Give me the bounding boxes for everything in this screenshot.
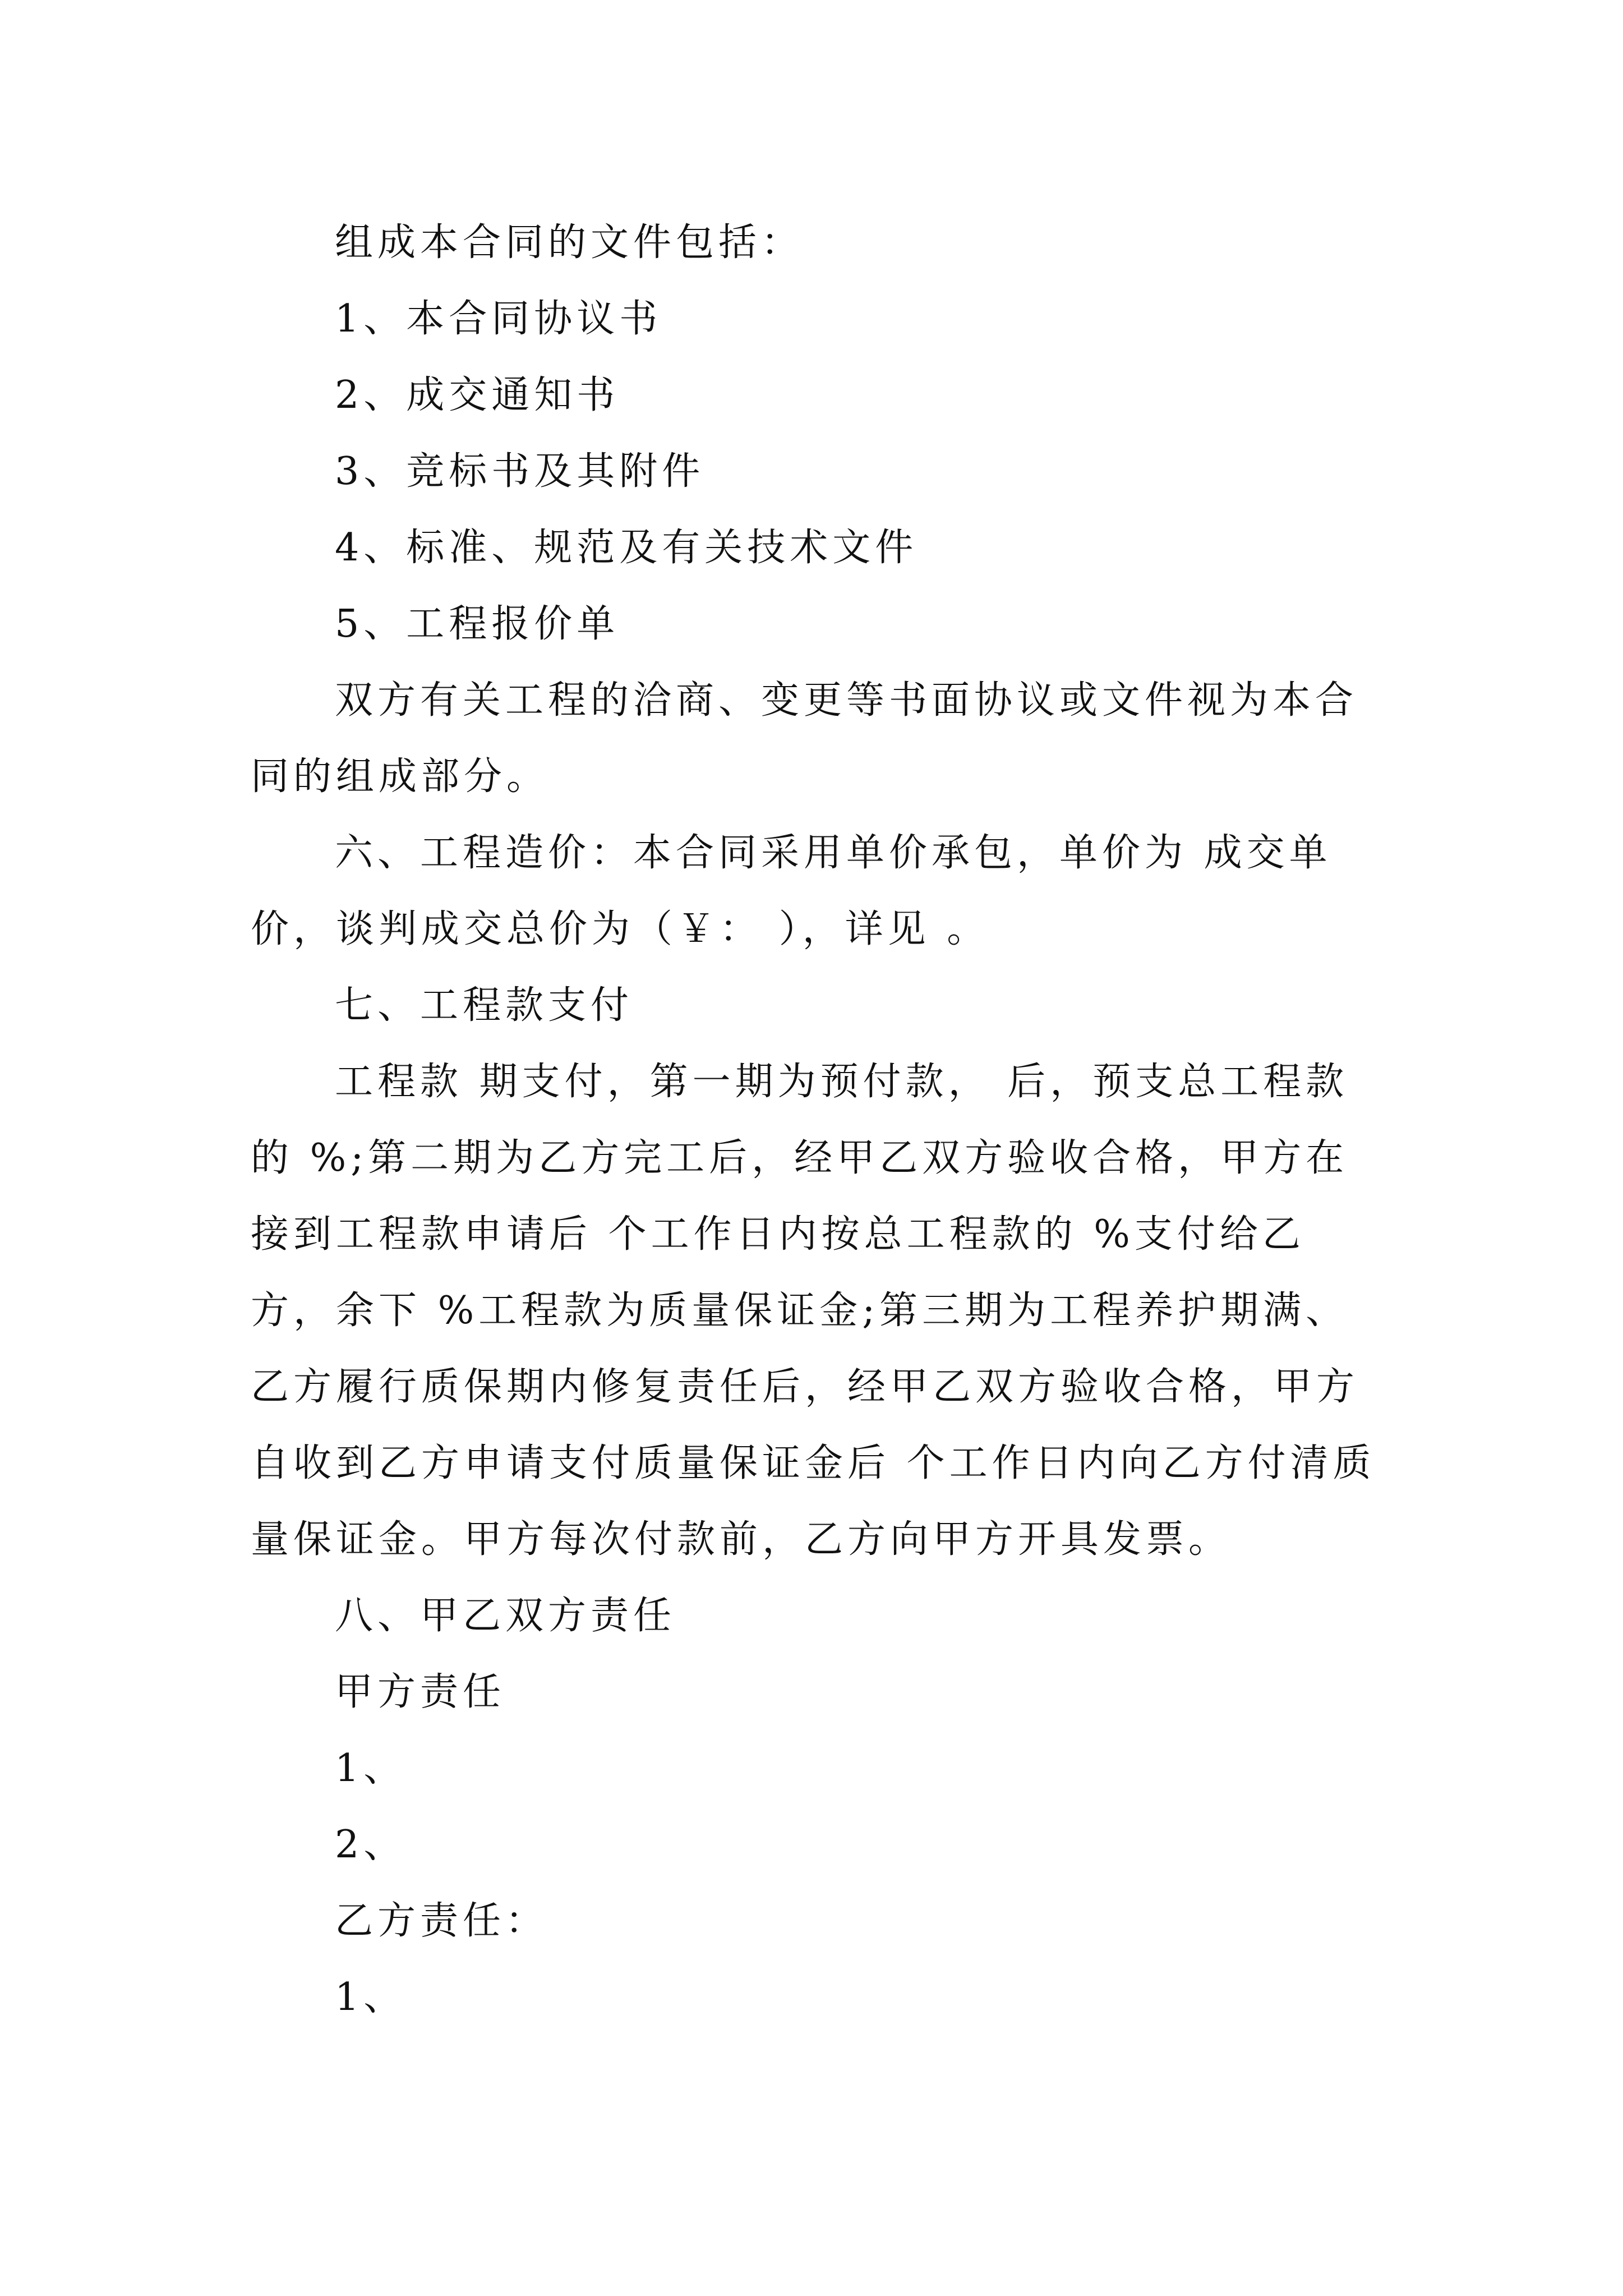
paragraph-party-a-item-2: 2、: [335, 1823, 407, 1867]
document-body: [251, 205, 1378, 2036]
paragraph-item-bid: 3、竞标书及其附件: [335, 449, 705, 494]
paragraph-party-b-heading: 乙方责任：: [335, 1899, 548, 1943]
paragraph-item-agreement: 1、本合同协议书: [335, 297, 662, 341]
paragraph-item-quotation: 5、工程报价单: [335, 602, 620, 646]
paragraph-negotiation-clause: 双方有关工程的洽商、变更等书面协议或文件视为本合同的组成部分。: [251, 678, 1358, 799]
paragraph-party-a-heading: 甲方责任: [335, 1670, 506, 1714]
paragraph-section-six-price: 六、工程造价：本合同采用单价承包，单价为 成交单价，谈判成交总价为（￥： ），详见 。: [251, 831, 1332, 951]
paragraph-payment-terms: 工程款 期支付，第一期为预付款， 后，预支总工程款的 %;第二期为乙方完工后，经甲乙双方验收合格，甲方在接到工程款申请后 个工作日内按总工程款的 %支付给乙方，余下 %工程款为质量保证金;第三期为工程养护期满、乙方履行质保期内修复责任后，经甲乙双方验收合格，甲方自收到乙方申请支付质量保证金后 个工作日内向乙方付清质量保证金。甲方每次付款前，乙方向甲方开具发票。: [251, 1060, 1376, 1562]
paragraph-section-eight-heading: 八、甲乙双方责任: [335, 1594, 676, 1638]
paragraph-section-seven-heading: 七、工程款支付: [335, 983, 634, 1028]
paragraph-item-standards: 4、标准、规范及有关技术文件: [335, 526, 918, 570]
paragraph-item-notice: 2、成交通知书: [335, 373, 620, 417]
paragraph-contract-documents-heading: 组成本合同的文件包括：: [335, 220, 804, 265]
paragraph-party-b-item-1: 1、: [335, 1975, 407, 2019]
paragraph-party-a-item-1: 1、: [335, 1746, 407, 1791]
